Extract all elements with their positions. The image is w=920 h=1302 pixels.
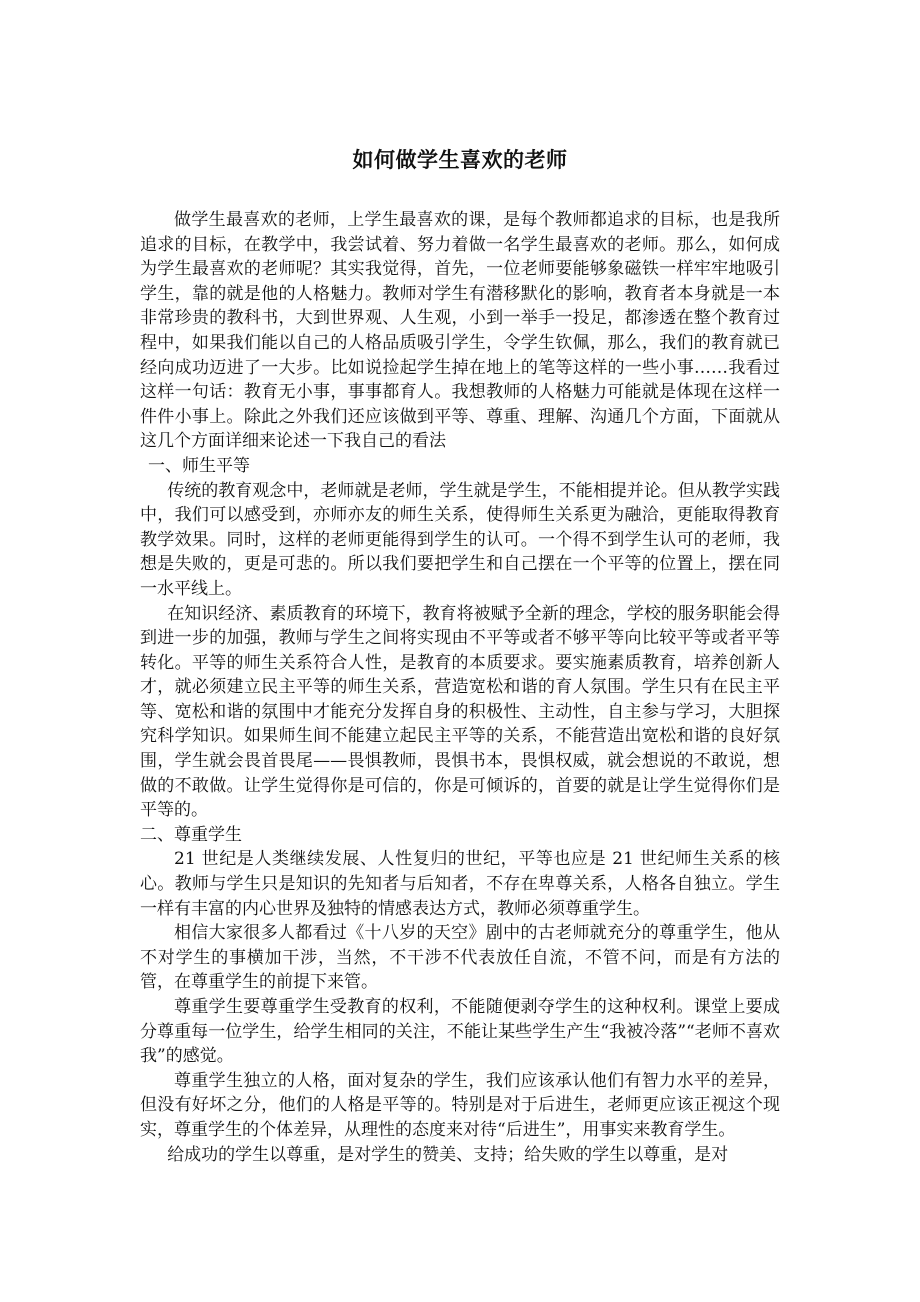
section-heading-respect: 二、尊重学生 [140, 824, 242, 845]
document-page [140, 140, 780, 1167]
paragraph: 尊重学生要尊重学生受教育的权利，不能随便剥夺学生的这种权利。课堂上要成分尊重每一位学生，给学生相同的关注，不能让某些学生产生“我被冷落”“老师不喜欢我”的感觉。 [140, 997, 780, 1067]
paragraph: 尊重学生独立的人格，面对复杂的学生，我们应该承认他们有智力水平的差异，但没有好坏之分，他们的人格是平等的。特别是对于后进生，老师更应该正视这个现实，尊重学生的个体差异，从理性的态度来对待“后进生”，用事实来教育学生。 [140, 1070, 780, 1140]
paragraph: 相信大家很多人都看过《十八岁的天空》剧中的古老师就充分的尊重学生，他从不对学生的事横加干涉，当然，不干涉不代表放任自流，不管不问，而是有方法的管，在尊重学生的前提下来管。 [140, 923, 780, 993]
paragraph: 在知识经济、素质教育的环境下，教育将被赋予全新的理念，学校的服务职能会得到进一步的加强，教师与学生之间将实现由不平等或者不够平等向比较平等或者平等转化。平等的师生关系符合人性，是教育的本质要求。要实施素质教育，培养创新人才，就必须建立民主平等的师生关系，营造宽松和谐的育人氛围。学生只有在民主平等、宽松和谐的氛围中才能充分发挥自身的积极性、主动性，自主参与学习，大胆探究科学知识。如果师生间不能建立起民主平等的关系，不能营造出宽松和谐的良好氛围，学生就会畏首畏尾——畏惧教师，畏惧书本，畏惧权威，就会想说的不敢说，想做的不敢做。让学生觉得你是可信的，你是可倾诉的，首要的就是让学生觉得你们是平等的。 [140, 603, 780, 821]
paragraph: 传统的教育观念中，老师就是老师，学生就是学生，不能相提并论。但从教学实践中，我们可以感受到，亦师亦友的师生关系，使得师生关系更为融洽，更能取得教育教学效果。同时，这样的老师更能得到学生的认可。一个得不到学生认可的老师，我想是失败的，更是可悲的。所以我们要把学生和自己摆在一个平等的位置上，摆在同一水平线上。 [140, 480, 780, 599]
document-title: 如何做学生喜欢的老师 [352, 147, 568, 172]
paragraph: 21 世纪是人类继续发展、人性复归的世纪，平等也应是 21 世纪师生关系的核心。教师与学生只是知识的先知者与后知者，不存在卑尊关系，人格各自独立。学生一样有丰富的内心世界及独特的情感表达方式，教师必须尊重学生。 [140, 849, 780, 919]
paragraph: 给成功的学生以尊重，是对学生的赞美、支持；给失败的学生以尊重，是对 [167, 1144, 729, 1165]
section-heading-equality: 一、师生平等 [148, 455, 250, 476]
intro-paragraph: 做学生最喜欢的老师，上学生最喜欢的课，是每个教师都追求的目标，也是我所追求的目标，在教学中，我尝试着、努力着做一名学生最喜欢的老师。那么，如何成为学生最喜欢的老师呢？其实我觉得，首先，一位老师要能够象磁铁一样牢牢地吸引学生，靠的就是他的人格魅力。教师对学生有潜移默化的影响，教育者本身就是一本非常珍贵的教科书，大到世界观、人生观，小到一举手一投足，都渗透在整个教育过程中，如果我们能以自己的人格品质吸引学生，令学生钦佩，那么，我们的教育就已经向成功迈进了一大步。比如说捡起学生掉在地上的笔等这样的一些小事……我看过这样一句话：教育无小事，事事都育人。我想教师的人格魅力可能就是体现在这样一件件小事上。除此之外我们还应该做到平等、尊重、理解、沟通几个方面，下面就从这几个方面详细来论述一下我自己的看法 [140, 210, 780, 452]
